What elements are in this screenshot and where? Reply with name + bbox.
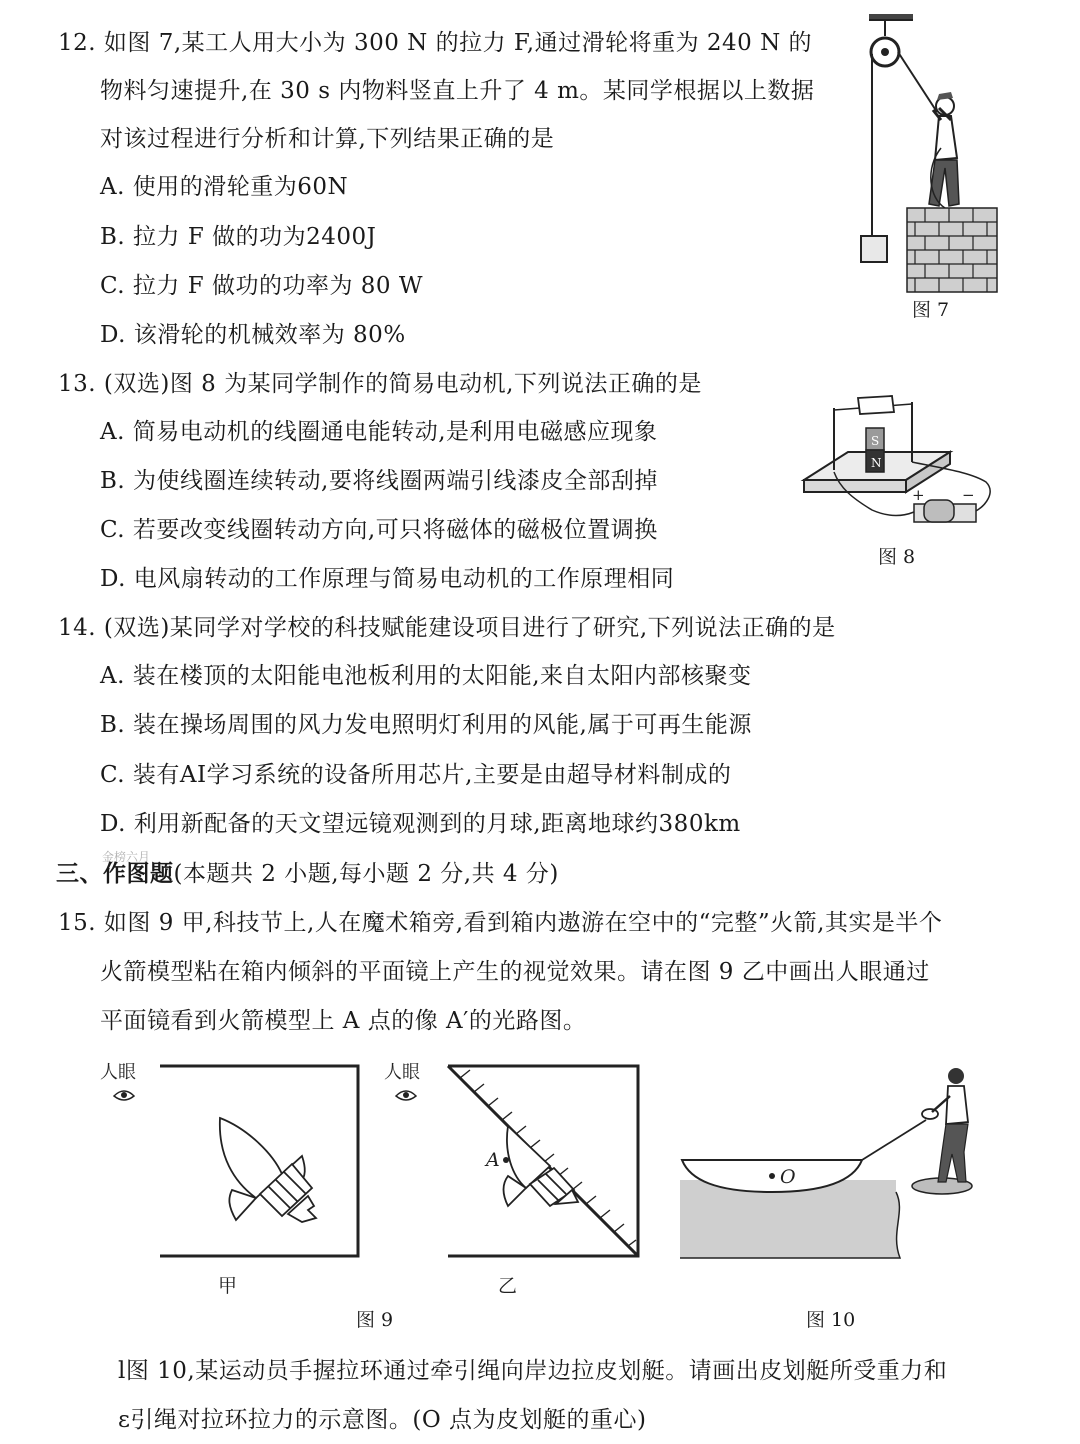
q14-line1: 14. (双选)某同学对学校的科技赋能建设项目进行了研究,下列说法正确的是: [58, 615, 836, 641]
watermark: 金榜六月: [102, 850, 151, 864]
fig10-point-o-label: O: [780, 1166, 796, 1188]
fig9-yi-eye-label: 人眼: [384, 1062, 420, 1083]
magnet-s-label: S: [871, 434, 880, 448]
battery-minus-label: −: [962, 486, 975, 504]
q14-option-d: D. 利用新配备的天文望远镜观测到的月球,距离地球约380km: [100, 811, 741, 837]
fig10-rope: [862, 1120, 926, 1160]
q13-option-a: A. 简易电动机的线圈通电能转动,是利用电磁感应现象: [100, 419, 658, 445]
q12-line3: 对该过程进行分析和计算,下列结果正确的是: [100, 126, 555, 152]
q13-option-d: D. 电风扇转动的工作原理与简易电动机的工作原理相同: [100, 566, 675, 592]
section-3-heading: [56, 859, 559, 889]
q15-line2: 火箭模型粘在箱内倾斜的平面镜上产生的视觉效果。请在图 9 乙中画出人眼通过: [100, 959, 930, 985]
section-3-title: 三、作图题: [56, 860, 174, 887]
q12-option-c: C. 拉力 F 做功的功率为 80 W: [100, 273, 424, 299]
fig9-yi-half-rocket: [504, 1126, 579, 1206]
fig9-jia-label: 甲: [218, 1275, 238, 1297]
fig9-jia-rocket: [220, 1118, 316, 1222]
q15-line1: 15. 如图 9 甲,科技节上,人在魔术箱旁,看到箱内遨游在空中的“完整”火箭,其实是半个: [58, 910, 943, 936]
q13-line1: 13. (双选)图 8 为某同学制作的简易电动机,下列说法正确的是: [58, 371, 702, 397]
q12-option-d: D. 该滑轮的机械效率为 80%: [100, 322, 406, 348]
fig9-jia-eye-label: 人眼: [100, 1062, 136, 1083]
battery-plus-label: +: [912, 486, 925, 504]
fig9-yi-label: 乙: [498, 1275, 518, 1297]
q16-line2: ε引绳对拉环拉力的示意图。(O 点为皮划艇的重心): [118, 1407, 647, 1433]
figure-9-yi-mirror-box: [380, 1056, 670, 1306]
q12-option-a: A. 使用的滑轮重为60N: [100, 174, 349, 200]
q12-option-b: B. 拉力 F 做的功为2400J: [100, 224, 377, 250]
figure-9-jia-magic-box: [96, 1056, 396, 1306]
fig9-yi-eye-icon: [396, 1091, 416, 1100]
fig9-point-a-label: A: [486, 1149, 500, 1171]
q14-option-c: C. 装有AI学习系统的设备所用芯片,主要是由超导材料制成的: [100, 762, 732, 788]
q14-option-b: B. 装在操场周围的风力发电照明灯利用的风能,属于可再生能源: [100, 712, 752, 738]
fig9-jia-eye-icon: [114, 1091, 134, 1100]
fig9-point-a: [503, 1157, 509, 1163]
section-3-note: (本题共 2 小题,每小题 2 分,共 4 分): [173, 861, 559, 887]
figure-7-caption: 图 7: [912, 299, 950, 321]
q12-line1: 12. 如图 7,某工人用大小为 300 N 的拉力 F,通过滑轮将重为 240 N 的: [58, 30, 813, 56]
figure-8-simple-motor: [800, 388, 1005, 538]
q13-option-c: C. 若要改变线圈转动方向,可只将磁体的磁极位置调换: [100, 517, 658, 543]
q13-option-b: B. 为使线圈连续转动,要将线圈两端引线漆皮全部刮掉: [100, 468, 658, 494]
magnet-n-label: N: [871, 456, 882, 470]
figure-10-kayak-pull: [676, 1062, 1006, 1272]
figure-8-caption: 图 8: [878, 546, 916, 568]
q12-line2: 物料匀速提升,在 30 s 内物料竖直上升了 4 m。某同学根据以上数据: [100, 78, 815, 104]
q16-line1: l图 10,某运动员手握拉环通过牵引绳向岸边拉皮划艇。请画出皮划艇所受重力和: [118, 1358, 948, 1384]
fig10-point-o: [769, 1173, 775, 1179]
q14-option-a: A. 装在楼顶的太阳能电池板利用的太阳能,来自太阳内部核聚变: [100, 663, 752, 689]
figure-10-caption: 图 10: [806, 1309, 856, 1331]
q15-line3: 平面镜看到火箭模型上 A 点的像 A′的光路图。: [100, 1008, 587, 1034]
figure-9-caption: 图 9: [356, 1309, 394, 1331]
figure-7-pulley-worker: [855, 8, 1005, 298]
